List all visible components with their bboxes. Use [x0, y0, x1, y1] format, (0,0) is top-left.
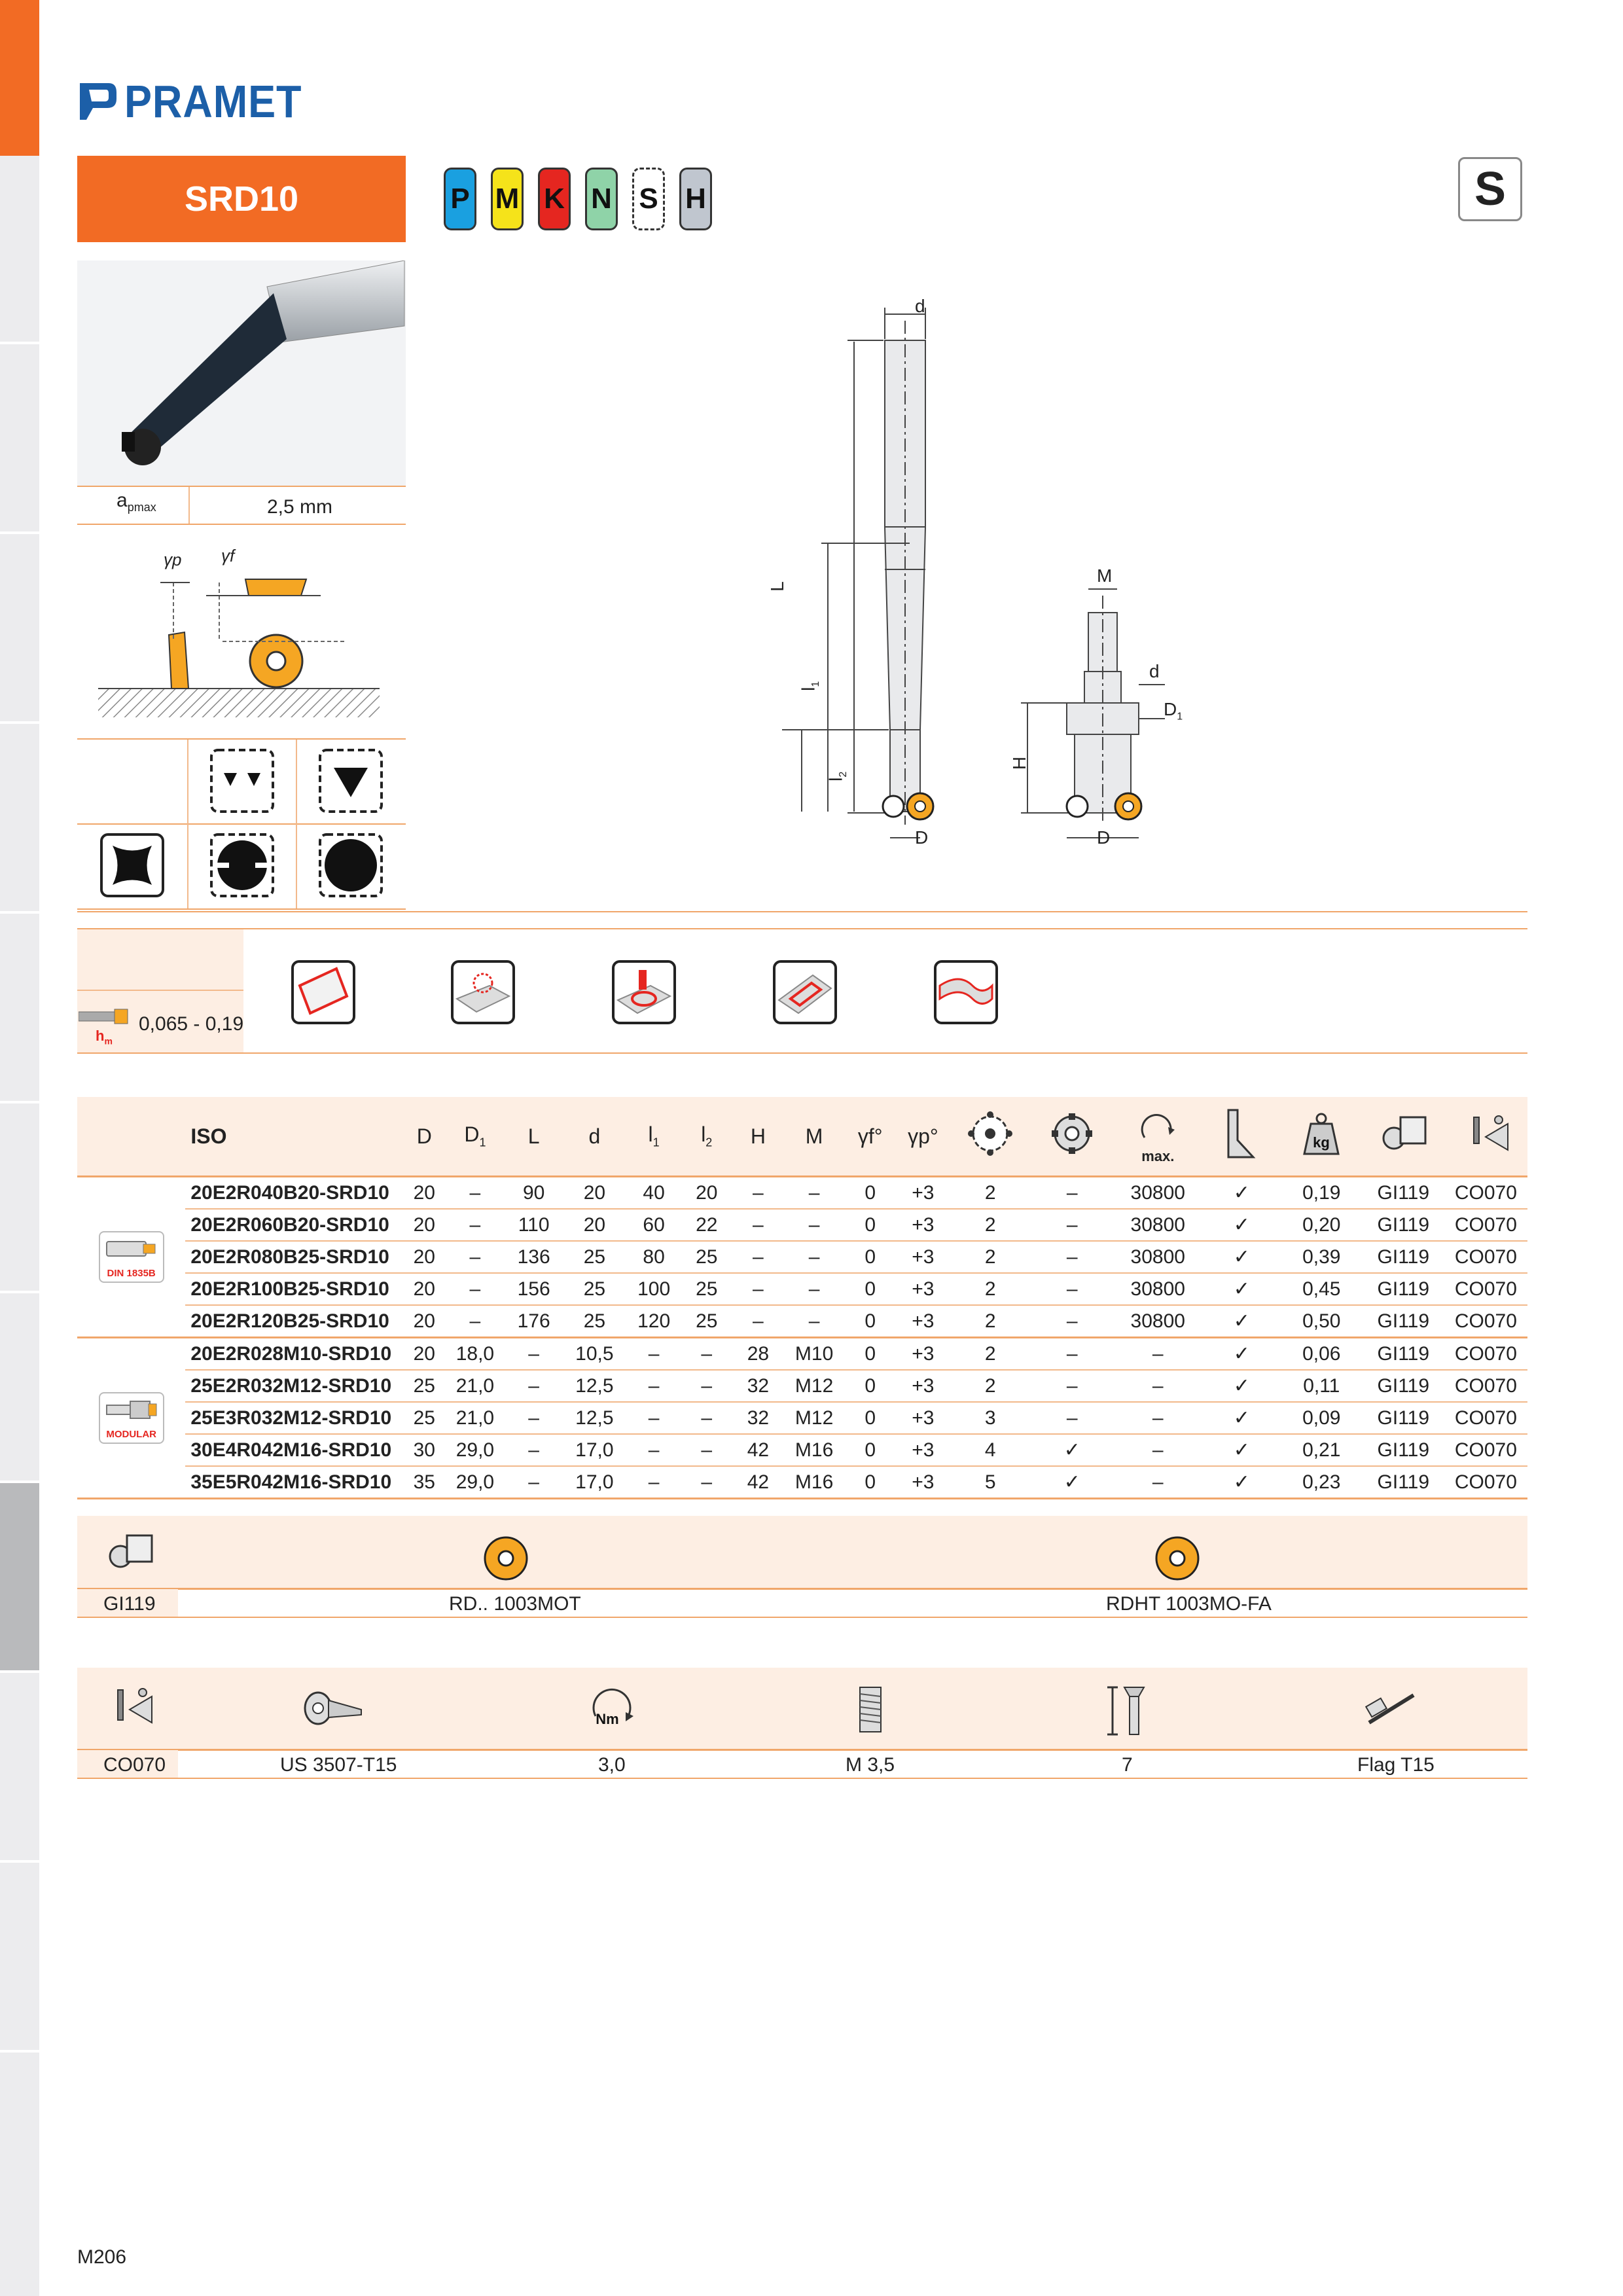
insert-code: GI119: [103, 1593, 156, 1615]
table-cell: –: [1031, 1402, 1113, 1434]
col-L: L: [505, 1097, 563, 1177]
table-cell: 0: [844, 1273, 897, 1305]
col-coolant-icon: [1031, 1097, 1113, 1177]
iso-code-cell: 20E2R120B25-SRD10: [185, 1305, 403, 1338]
table-cell: +3: [897, 1434, 950, 1466]
table-cell: ✓: [1203, 1273, 1281, 1305]
table-cell: –: [732, 1209, 785, 1241]
iso-code-cell: 25E2R032M12-SRD10: [185, 1370, 403, 1402]
table-cell: 0,23: [1281, 1466, 1363, 1499]
table-cell: +3: [897, 1466, 950, 1499]
table-cell: –: [1031, 1177, 1113, 1210]
modular-group: MODULAR: [77, 1338, 185, 1499]
table-cell: 0,39: [1281, 1241, 1363, 1273]
side-strip-active: [0, 0, 39, 156]
table-cell: ✓: [1031, 1466, 1113, 1499]
table-cell: –: [1113, 1370, 1203, 1402]
table-cell: +3: [897, 1305, 950, 1338]
iso-code-cell: 20E2R100B25-SRD10: [185, 1273, 403, 1305]
table-cell: 20: [403, 1273, 446, 1305]
table-cell: 12,5: [563, 1402, 626, 1434]
table-cell: –: [1113, 1466, 1203, 1499]
table-cell: –: [785, 1209, 844, 1241]
table-cell: –: [681, 1434, 732, 1466]
material-k-badge: K: [538, 168, 571, 230]
table-cell: 25: [681, 1273, 732, 1305]
table-cell: –: [626, 1434, 682, 1466]
table-cell: 2: [950, 1273, 1031, 1305]
table-cell: +3: [897, 1402, 950, 1434]
iso-code-cell: 20E2R060B20-SRD10: [185, 1209, 403, 1241]
table-cell: –: [505, 1370, 563, 1402]
table-cell: –: [681, 1402, 732, 1434]
table-cell: 30800: [1113, 1273, 1203, 1305]
din-1835b-group: DIN 1835B: [77, 1177, 185, 1338]
table-cell: 29,0: [446, 1466, 505, 1499]
table-row: [77, 1241, 1527, 1273]
table-cell: 25: [563, 1273, 626, 1305]
table-cell: M16: [785, 1466, 844, 1499]
table-cell: 20: [403, 1241, 446, 1273]
feed-value: 0,065 - 0,19: [139, 1013, 244, 1035]
dim-D2-label: D: [1097, 827, 1111, 848]
table-cell: –: [681, 1370, 732, 1402]
insert-item-1: RD.. 1003MOT: [449, 1593, 581, 1615]
table-cell: –: [681, 1466, 732, 1499]
round-insert-icon-2: [1154, 1535, 1200, 1581]
feed-symbol: $h_m$: [96, 1028, 113, 1047]
table-cell: +3: [897, 1241, 950, 1273]
table-cell: ✓: [1203, 1434, 1281, 1466]
svg-text:kg: kg: [1313, 1134, 1330, 1151]
table-cell: CO070: [1444, 1466, 1527, 1499]
table-cell: 2: [950, 1338, 1031, 1371]
triangle-icon: [318, 748, 383, 814]
table-cell: 120: [626, 1305, 682, 1338]
col-gamma-f: γf°: [844, 1097, 897, 1177]
col-insert-icon: [1363, 1097, 1444, 1177]
ap-value: 2,5 mm: [267, 496, 333, 518]
spare-thread: M 3,5: [846, 1754, 895, 1776]
table-cell: 22: [681, 1209, 732, 1241]
table-cell: 20: [563, 1209, 626, 1241]
dim-l1-label: $l_1$: [798, 681, 821, 691]
table-cell: –: [1031, 1305, 1113, 1338]
table-cell: 30800: [1113, 1305, 1203, 1338]
table-cell: 4: [950, 1434, 1031, 1466]
table-cell: 2: [950, 1209, 1031, 1241]
table-cell: 0: [844, 1241, 897, 1273]
table-cell: –: [785, 1241, 844, 1273]
table-cell: 0,11: [1281, 1370, 1363, 1402]
table-cell: 0,06: [1281, 1338, 1363, 1371]
table-cell: 25: [563, 1305, 626, 1338]
table-cell: 35: [403, 1466, 446, 1499]
profile-cross-icon: [99, 833, 165, 898]
plunge-milling-icon: [450, 960, 516, 1025]
table-cell: +3: [897, 1177, 950, 1210]
dim-d2-label: d: [1149, 661, 1160, 681]
table-cell: 2: [950, 1241, 1031, 1273]
table-cell: 21,0: [446, 1370, 505, 1402]
iso-code-cell: 25E3R032M12-SRD10: [185, 1402, 403, 1434]
col-H: H: [732, 1097, 785, 1177]
table-cell: –: [446, 1177, 505, 1210]
dim-M-label: M: [1097, 565, 1113, 586]
table-cell: –: [1031, 1338, 1113, 1371]
iso-code-cell: 20E2R040B20-SRD10: [185, 1177, 403, 1210]
table-cell: –: [446, 1305, 505, 1338]
table-cell: –: [505, 1402, 563, 1434]
table-cell: –: [446, 1273, 505, 1305]
table-cell: 0: [844, 1209, 897, 1241]
table-cell: 42: [732, 1466, 785, 1499]
table-cell: 60: [626, 1209, 682, 1241]
table-cell: 0,45: [1281, 1273, 1363, 1305]
table-cell: 0: [844, 1402, 897, 1434]
iso-code-cell: 30E4R042M16-SRD10: [185, 1434, 403, 1466]
material-m-badge: M: [491, 168, 524, 230]
table-cell: GI119: [1363, 1177, 1444, 1210]
table-cell: 2: [950, 1370, 1031, 1402]
screw-clamp-icon: [103, 1683, 156, 1736]
table-cell: –: [1031, 1273, 1113, 1305]
table-cell: ✓: [1203, 1241, 1281, 1273]
page-number: M206: [77, 2246, 127, 2268]
torque-icon: [582, 1683, 641, 1738]
contour-milling-icon: [933, 960, 999, 1025]
material-s-badge: S: [632, 168, 665, 230]
table-cell: 17,0: [563, 1466, 626, 1499]
table-cell: ✓: [1203, 1305, 1281, 1338]
table-cell: –: [446, 1209, 505, 1241]
table-cell: 0,21: [1281, 1434, 1363, 1466]
side-strip-marker: [0, 1480, 39, 1670]
face-milling-icon: [291, 960, 356, 1025]
table-cell: 20: [403, 1338, 446, 1371]
table-cell: M12: [785, 1402, 844, 1434]
table-cell: 32: [732, 1402, 785, 1434]
table-cell: 20: [403, 1177, 446, 1210]
gamma-p-label: γp: [164, 550, 182, 569]
product-photo: [77, 260, 406, 486]
ap-label: $a_{pmax}$: [116, 490, 156, 514]
table-cell: GI119: [1363, 1209, 1444, 1241]
table-cell: 21,0: [446, 1402, 505, 1434]
table-cell: ✓: [1031, 1434, 1113, 1466]
table-row: [77, 1209, 1527, 1241]
dim-H-label: H: [1009, 756, 1030, 770]
pramet-logo-icon: [77, 81, 119, 122]
table-cell: 5: [950, 1466, 1031, 1499]
table-cell: 20: [563, 1177, 626, 1210]
col-d: d: [563, 1097, 626, 1177]
table-cell: CO070: [1444, 1241, 1527, 1273]
angle-diagram: [98, 543, 386, 720]
modular-tool-icon: [104, 1397, 159, 1424]
col-max-speed-icon: max.: [1113, 1097, 1203, 1177]
table-cell: 17,0: [563, 1434, 626, 1466]
table-cell: –: [626, 1402, 682, 1434]
double-triangle-icon: [209, 748, 275, 814]
pocketing-icon: [772, 960, 838, 1025]
table-cell: –: [505, 1466, 563, 1499]
ramping-icon: [611, 960, 677, 1025]
table-cell: 25: [403, 1402, 446, 1434]
table-cell: M12: [785, 1370, 844, 1402]
shank-tool-icon: [104, 1236, 159, 1263]
table-cell: CO070: [1444, 1305, 1527, 1338]
spare-length: 7: [1122, 1754, 1133, 1776]
table-cell: 29,0: [446, 1434, 505, 1466]
spare-code: CO070: [103, 1754, 166, 1776]
table-cell: 80: [626, 1241, 682, 1273]
screw-length-icon: [1106, 1683, 1152, 1738]
table-cell: –: [626, 1338, 682, 1371]
col-ramping-icon: [1203, 1097, 1281, 1177]
table-cell: +3: [897, 1273, 950, 1305]
table-cell: 2: [950, 1177, 1031, 1210]
profile-round-cross-icon: [209, 833, 275, 898]
spare-screw: US 3507-T15: [280, 1754, 397, 1776]
table-cell: 90: [505, 1177, 563, 1210]
table-cell: 0,09: [1281, 1402, 1363, 1434]
table-row: [77, 1273, 1527, 1305]
table-cell: 40: [626, 1177, 682, 1210]
table-cell: 3: [950, 1402, 1031, 1434]
table-cell: 0: [844, 1338, 897, 1371]
table-cell: 0: [844, 1466, 897, 1499]
table-cell: 32: [732, 1370, 785, 1402]
col-M: M: [785, 1097, 844, 1177]
table-cell: 25: [403, 1370, 446, 1402]
table-cell: –: [1031, 1370, 1113, 1402]
thread-icon: [851, 1683, 890, 1736]
table-cell: –: [732, 1177, 785, 1210]
table-cell: 100: [626, 1273, 682, 1305]
table-cell: 18,0: [446, 1338, 505, 1371]
table-row: [77, 1402, 1527, 1434]
table-cell: 28: [732, 1338, 785, 1371]
table-cell: GI119: [1363, 1273, 1444, 1305]
table-cell: –: [785, 1177, 844, 1210]
dim-D-label: D: [915, 827, 929, 848]
table-cell: –: [1031, 1209, 1113, 1241]
profile-circle-icon: [318, 833, 383, 898]
table-cell: 2: [950, 1305, 1031, 1338]
table-row: [77, 1177, 1527, 1210]
col-iso: ISO: [185, 1097, 403, 1177]
table-cell: ✓: [1203, 1338, 1281, 1371]
table-cell: CO070: [1444, 1338, 1527, 1371]
table-cell: 30800: [1113, 1177, 1203, 1210]
insert-item-2: RDHT 1003MO-FA: [1106, 1593, 1272, 1615]
table-cell: 30800: [1113, 1241, 1203, 1273]
table-row: [77, 1370, 1527, 1402]
table-cell: –: [505, 1338, 563, 1371]
dim-l2-label: $l_2$: [825, 771, 849, 781]
iso-code-cell: 35E5R042M16-SRD10: [185, 1466, 403, 1499]
table-cell: 25: [681, 1241, 732, 1273]
table-cell: 20: [681, 1177, 732, 1210]
table-cell: 10,5: [563, 1338, 626, 1371]
col-l2: $l_2$: [681, 1097, 732, 1177]
brand-name: PRAMET: [124, 76, 302, 127]
table-cell: ✓: [1203, 1370, 1281, 1402]
table-cell: GI119: [1363, 1370, 1444, 1402]
dim-D1-label: $D_1$: [1164, 699, 1183, 723]
dim-L-label: L: [766, 581, 787, 592]
col-weight-icon: [1281, 1097, 1363, 1177]
table-cell: GI119: [1363, 1338, 1444, 1371]
table-cell: GI119: [1363, 1402, 1444, 1434]
table-cell: –: [1031, 1241, 1113, 1273]
iso-code-cell: 20E2R028M10-SRD10: [185, 1338, 403, 1371]
table-cell: GI119: [1363, 1305, 1444, 1338]
table-cell: –: [732, 1241, 785, 1273]
table-cell: 0: [844, 1370, 897, 1402]
round-insert-icon-1: [483, 1535, 529, 1581]
table-cell: CO070: [1444, 1273, 1527, 1305]
table-cell: –: [785, 1305, 844, 1338]
table-cell: +3: [897, 1370, 950, 1402]
table-cell: CO070: [1444, 1370, 1527, 1402]
col-gamma-p: γp°: [897, 1097, 950, 1177]
col-l1: $l_1$: [626, 1097, 682, 1177]
table-row: [77, 1338, 1527, 1371]
table-cell: 42: [732, 1434, 785, 1466]
material-group-badge: S: [1458, 157, 1522, 221]
table-cell: +3: [897, 1338, 950, 1371]
table-cell: –: [732, 1305, 785, 1338]
table-cell: ✓: [1203, 1209, 1281, 1241]
table-cell: 25: [563, 1241, 626, 1273]
table-cell: –: [1113, 1402, 1203, 1434]
table-row: [77, 1434, 1527, 1466]
table-cell: –: [785, 1273, 844, 1305]
table-cell: M16: [785, 1434, 844, 1466]
table-cell: 25: [681, 1305, 732, 1338]
product-table: [77, 1097, 1527, 1499]
table-cell: 0,20: [1281, 1209, 1363, 1241]
table-cell: ✓: [1203, 1402, 1281, 1434]
table-cell: –: [626, 1370, 682, 1402]
table-cell: 20: [403, 1305, 446, 1338]
torx-key-icon: [1363, 1686, 1421, 1732]
iso-code-cell: 20E2R080B25-SRD10: [185, 1241, 403, 1273]
table-cell: GI119: [1363, 1241, 1444, 1273]
table-cell: –: [505, 1434, 563, 1466]
table-cell: CO070: [1444, 1402, 1527, 1434]
spare-key: Flag T15: [1357, 1754, 1435, 1776]
svg-text:Nm: Nm: [596, 1711, 619, 1727]
table-cell: 0: [844, 1434, 897, 1466]
table-cell: –: [1113, 1434, 1203, 1466]
table-cell: M10: [785, 1338, 844, 1371]
table-cell: –: [732, 1273, 785, 1305]
table-cell: 30: [403, 1434, 446, 1466]
col-D1: $D_1$: [446, 1097, 505, 1177]
table-cell: 110: [505, 1209, 563, 1241]
table-cell: GI119: [1363, 1466, 1444, 1499]
side-strip: [0, 0, 39, 2296]
table-cell: 0,50: [1281, 1305, 1363, 1338]
gamma-f-label: γf: [221, 546, 235, 565]
brand-logo: [77, 75, 322, 128]
table-cell: 20: [403, 1209, 446, 1241]
col-D: D: [403, 1097, 446, 1177]
dim-d-label: d: [915, 296, 925, 316]
screw-icon: [300, 1686, 365, 1732]
table-cell: 0: [844, 1177, 897, 1210]
table-cell: 0,19: [1281, 1177, 1363, 1210]
table-cell: 156: [505, 1273, 563, 1305]
material-h-badge: H: [679, 168, 712, 230]
col-teeth-icon: [950, 1097, 1031, 1177]
table-row: [77, 1305, 1527, 1338]
table-cell: CO070: [1444, 1434, 1527, 1466]
col-screw-icon: [1444, 1097, 1527, 1177]
table-row: [77, 1466, 1527, 1499]
table-cell: GI119: [1363, 1434, 1444, 1466]
table-cell: ✓: [1203, 1177, 1281, 1210]
table-cell: –: [1113, 1338, 1203, 1371]
insert-icon: [103, 1529, 156, 1575]
product-title: SRD10: [77, 156, 406, 242]
material-n-badge: N: [585, 168, 618, 230]
table-cell: ✓: [1203, 1466, 1281, 1499]
spare-torque: 3,0: [598, 1754, 626, 1776]
material-p-badge: P: [444, 168, 476, 230]
table-cell: CO070: [1444, 1209, 1527, 1241]
table-cell: +3: [897, 1209, 950, 1241]
table-cell: –: [446, 1241, 505, 1273]
table-cell: –: [626, 1466, 682, 1499]
table-cell: 136: [505, 1241, 563, 1273]
table-cell: 30800: [1113, 1209, 1203, 1241]
table-cell: 0: [844, 1305, 897, 1338]
table-cell: –: [681, 1338, 732, 1371]
table-cell: 12,5: [563, 1370, 626, 1402]
table-cell: 176: [505, 1305, 563, 1338]
table-cell: CO070: [1444, 1177, 1527, 1210]
